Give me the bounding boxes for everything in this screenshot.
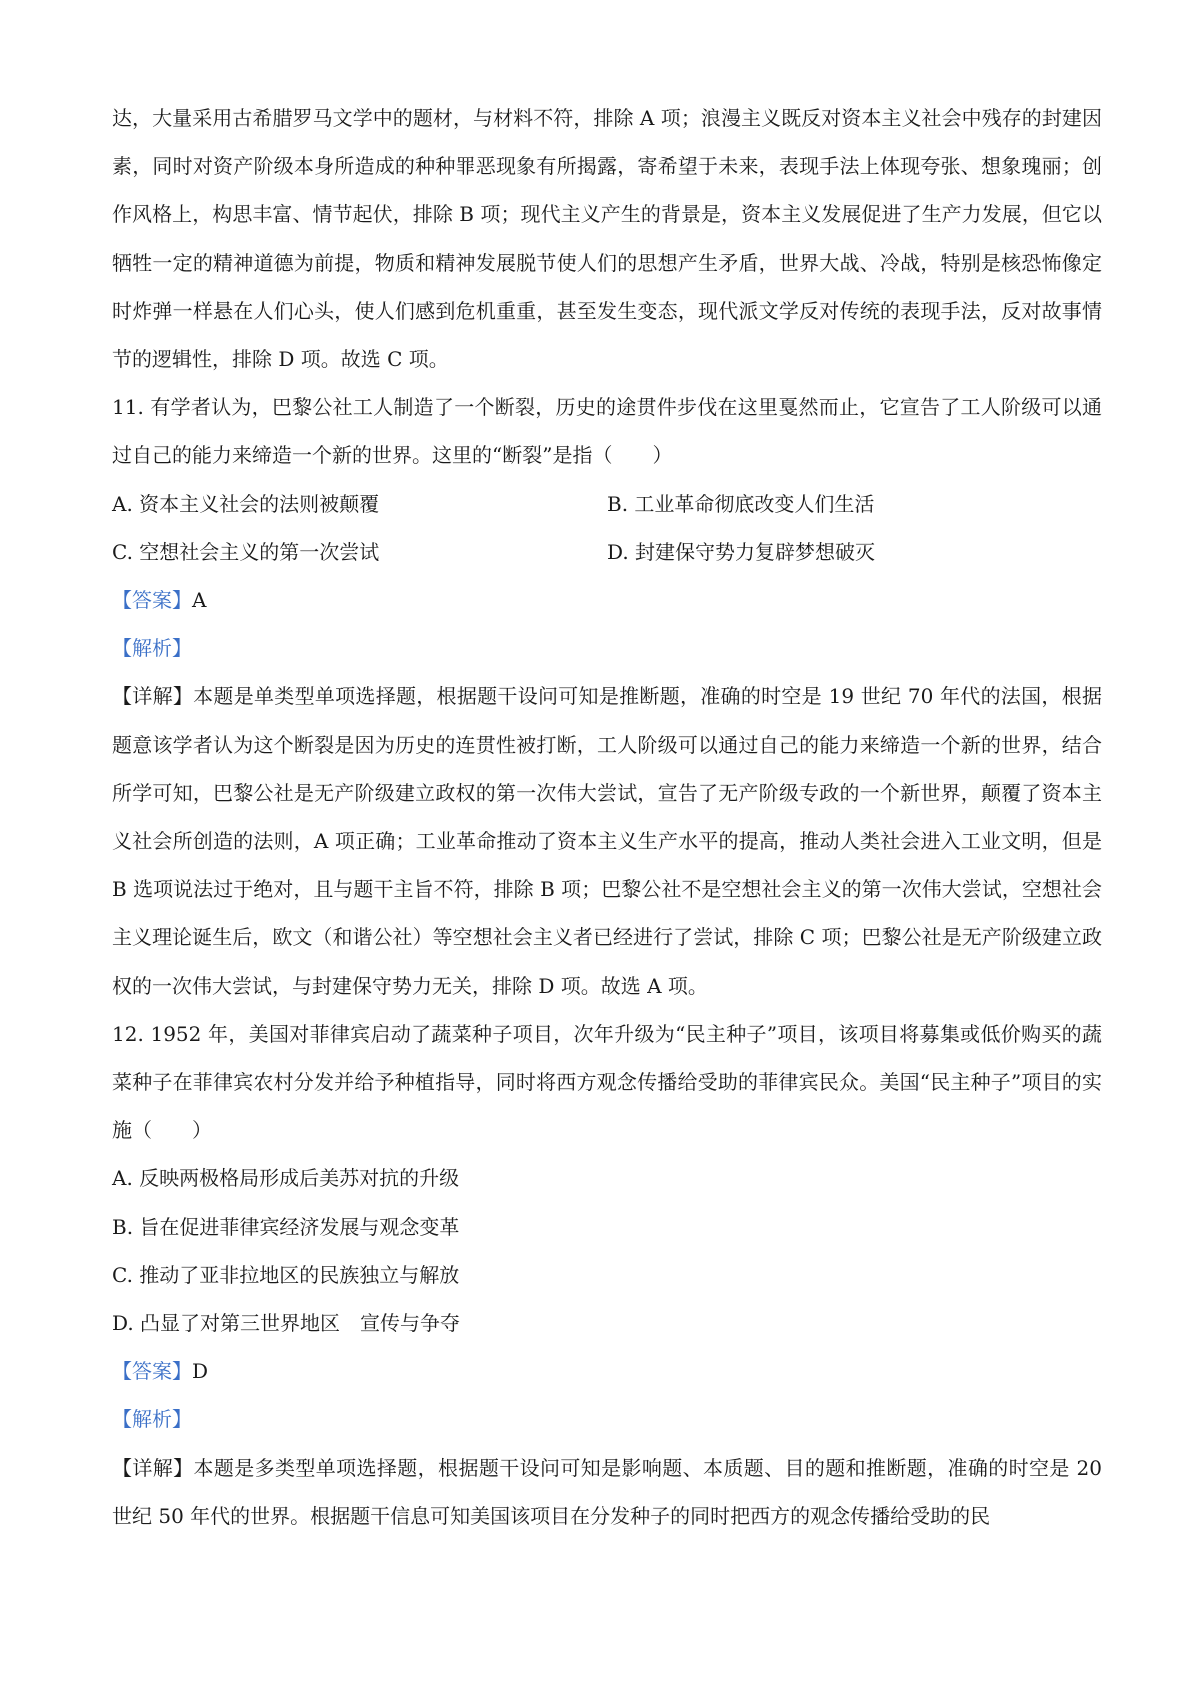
- question-11-stem: 11. 有学者认为，巴黎公社工人制造了一个断裂，历史的途贯件步伐在这里戛然而止，它宣告了工人阶级可以通过自己的能力来缔造一个新的世界。这里的“断裂”是指（ ）: [112, 395, 1102, 468]
- detail-text: 本题是多类型单项选择题，根据题干设问可知是影响题、本质题、目的题和推断题，准确的时空是 20 世纪 50 年代的世界。根据题干信息可知美国该项目在分发种子的同时把西方的观念传播给受助的民: [112, 1455, 1102, 1528]
- detail-tag: 【详解】: [112, 684, 194, 709]
- question-11-option-c: C. 空想社会主义的第一次尝试: [112, 539, 380, 564]
- detail-text: 本题是单类型单项选择题，根据题干设问可知是推断题，准确的时空是 19 世纪 70 年代的法国，根据题意该学者认为这个断裂是因为历史的连贯性被打断，工人阶级可以通过自己的能力来缔造一个新的世界，结合所学可知，巴黎公社是无产阶级建立政权的第一次伟大尝试，宣告了无产阶级专政的一个新世界，颠覆了资本主义社会所创造的法则，A 项正确；工业革命推动了资本主义生产水平的提高，推动人类社会进入工业文明，但是 B 选项说法过于绝对，且与题干主旨不符，排除 B 项；巴黎公社不是空想社会主义的第一次伟大尝试，空想社会主义理论诞生后，欧文（和谐公社）等空想社会主义者已经进行了尝试，排除 C 项；巴黎公社是无产阶级建立政权的一次伟大尝试，与封建保守势力无关，排除 D 项。故选 A 项。: [112, 684, 1103, 998]
- analysis-tag: 【解析】: [112, 1407, 192, 1432]
- question-11-option-d: D. 封建保守势力复辟梦想破灭: [607, 539, 876, 564]
- question-12-option-c: C. 推动了亚非拉地区的民族独立与解放: [112, 1262, 460, 1287]
- analysis-tag: 【解析】: [112, 636, 192, 661]
- document-page: [112, 94, 1102, 1540]
- answer-tag: 【答案】: [112, 1359, 192, 1384]
- previous-explanation-tail: 达，大量采用古希腊罗马文学中的题材，与材料不符，排除 A 项；浪漫主义既反对资本主义社会中残存的封建因素，同时对资产阶级本身所造成的种种罪恶现象有所揭露，寄希望于未来，表现手法上体现夸张、想象瑰丽；创作风格上，构思丰富、情节起伏，排除 B 项；现代主义产生的背景是，资本主义发展促进了生产力发展，但它以牺牲一定的精神道德为前提，物质和精神发展脱节使人们的思想产生矛盾，世界大战、冷战，特别是核恐怖像定时炸弹一样悬在人们心头，使人们感到危机重重，甚至发生变态，现代派文学反对传统的表现手法，反对故事情节的逻辑性，排除 D 项。故选 C 项。: [112, 106, 1102, 372]
- question-11-answer: [112, 576, 1102, 624]
- question-12-option-a: A. 反映两极格局形成后美苏对抗的升级: [112, 1166, 460, 1191]
- question-12-option-d: D. 凸显了对第三世界地区 宣传与争夺: [112, 1311, 461, 1336]
- question-11-options-row-2: [112, 528, 1102, 576]
- question-12-option-b: B. 旨在促进菲律宾经济发展与观念变革: [112, 1214, 460, 1239]
- question-11-option-b: B. 工业革命彻底改变人们生活: [607, 491, 875, 516]
- answer-tag: 【答案】: [112, 588, 192, 613]
- detail-tag: 【详解】: [112, 1455, 194, 1480]
- question-11-option-a: A. 资本主义社会的法则被颠覆: [112, 491, 380, 516]
- question-11-options-row-1: [112, 480, 1102, 528]
- question-12-answer: [112, 1347, 1102, 1395]
- question-12-detail: [112, 1444, 1102, 1540]
- answer-value: A: [192, 588, 207, 613]
- question-12-analysis: [112, 1395, 1102, 1443]
- question-12-stem: 12. 1952 年，美国对菲律宾启动了蔬菜种子项目，次年升级为“民主种子”项目，该项目将募集或低价购买的蔬菜种子在菲律宾农村分发并给予种植指导，同时将西方观念传播给受助的菲律宾民众。美国“民主种子”项目的实施（ ）: [112, 1021, 1102, 1143]
- answer-value: D: [192, 1359, 209, 1384]
- question-11-analysis: [112, 624, 1102, 672]
- question-11-detail: [112, 672, 1102, 1009]
